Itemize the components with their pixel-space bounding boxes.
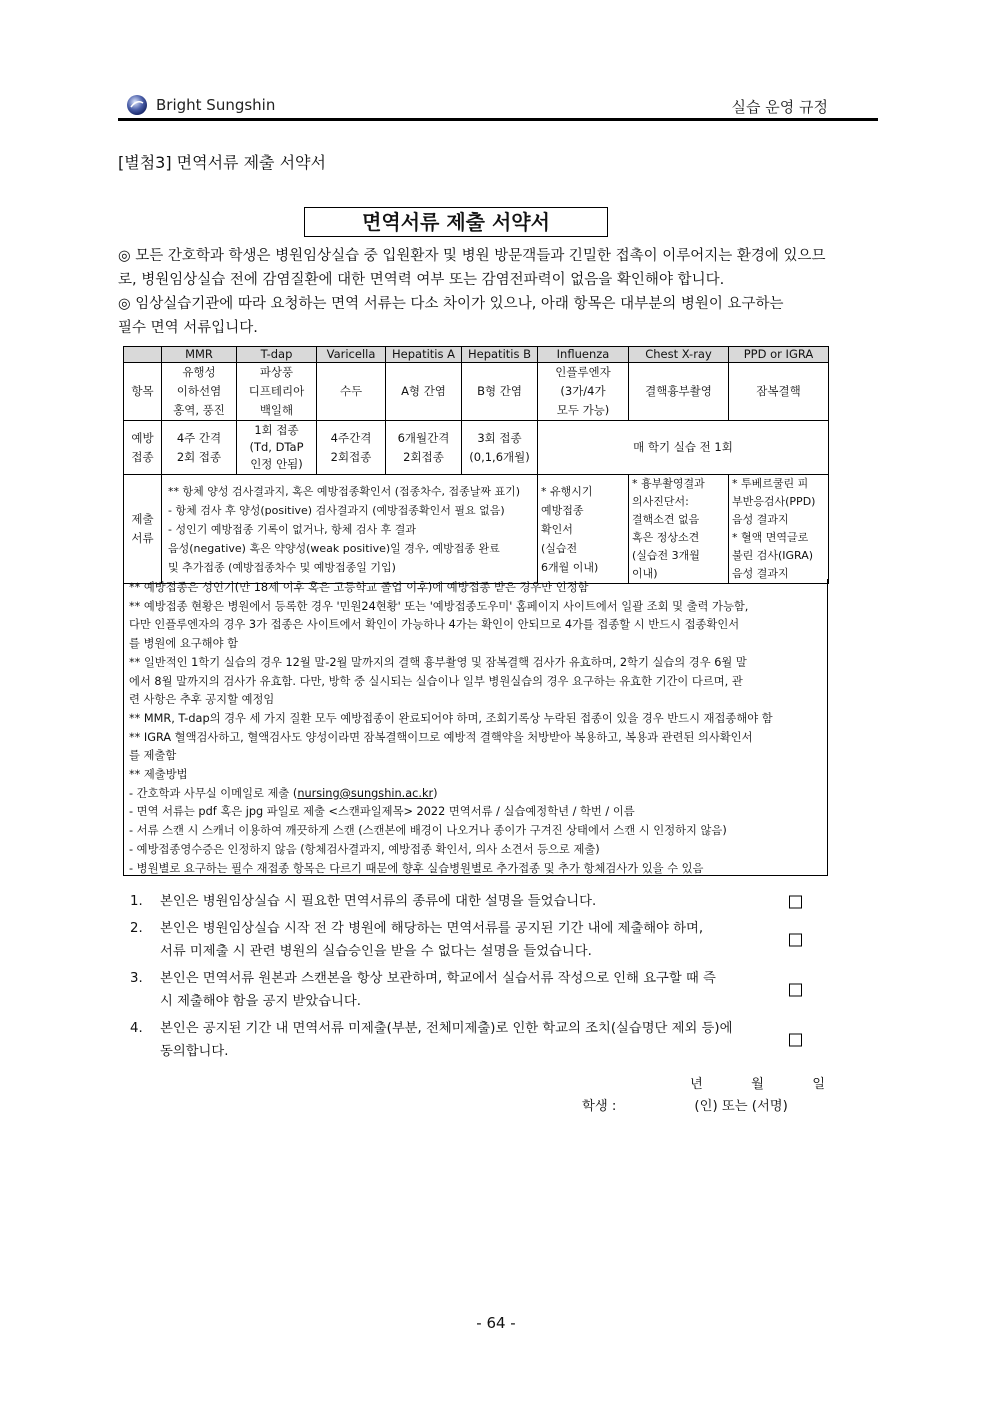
pledge-item-3 bbox=[130, 967, 810, 1013]
cell-line: 불린 검사(IGRA) bbox=[732, 549, 814, 562]
cell-line: 백일해 bbox=[259, 403, 294, 417]
cell-line: 2회접종 bbox=[330, 449, 372, 464]
cell-line: 혹은 정상소견 bbox=[632, 531, 700, 544]
cell-line: 제출 bbox=[131, 512, 154, 526]
appendix-label: [별첨3] 면역서류 제출 서약서 bbox=[118, 153, 326, 172]
header-hepatitis-a: Hepatitis A bbox=[386, 347, 462, 363]
cell-line: 음성 결과지 bbox=[732, 567, 789, 580]
pledge-checkbox[interactable] bbox=[789, 1034, 802, 1047]
header-tdap: T-dap bbox=[237, 347, 317, 363]
cell-documents-main bbox=[162, 475, 538, 584]
signature-label: 학생 : bbox=[582, 1099, 617, 1114]
cell-line: 6개월 이내) bbox=[541, 560, 599, 574]
cell-line: 1회 접종 bbox=[254, 423, 299, 437]
cell-line: (Td, DTaP bbox=[249, 440, 304, 454]
form-title: 면역서류 제출 서약서 bbox=[304, 207, 608, 237]
cell-line: * 혈액 면역글로 bbox=[732, 531, 809, 544]
cell-line: 및 추가접종 (예방접종차수 및 예방접종일 기입) bbox=[168, 560, 396, 574]
sungshin-logo-icon bbox=[126, 94, 148, 116]
cell-line: 4주간격 bbox=[330, 430, 372, 445]
note-line: ** IGRA 혈액검사하고, 혈액검사도 양성이라면 잠복결핵이므로 예방적 결핵약을 처방받아 복용하고, 복용과 관련된 의사확인서 bbox=[129, 730, 753, 744]
cell-line: 이하선염 bbox=[176, 384, 222, 398]
cell-tdap-vacc bbox=[237, 421, 317, 475]
cell-line: (0,1,6개월) bbox=[469, 449, 530, 464]
brand-name: Bright Sungshin bbox=[156, 96, 276, 114]
pledge-text: 시 제출해야 함을 공지 받았습니다. bbox=[160, 994, 361, 1009]
cell-line: (실습전 3개월 bbox=[632, 549, 700, 562]
cell-line: - 항체 검사 후 양성(positive) 검사결과지 (예방접종확인서 필요 없음) bbox=[168, 503, 505, 517]
cell-line: 2회접종 bbox=[403, 449, 444, 464]
pledge-text: 동의합니다. bbox=[160, 1044, 229, 1059]
cell-line: (3가/4가 bbox=[560, 384, 606, 398]
submit-email-suffix: ) bbox=[433, 786, 438, 800]
cell-line: * 흉부촬영결과 bbox=[632, 477, 705, 490]
cell-line: 6개월간격 bbox=[397, 430, 450, 445]
pledge-text: 본인은 병원임상실습 시 필요한 면역서류의 종류에 대한 설명을 들었습니다. bbox=[160, 894, 597, 909]
note-line: 련 사항은 추후 공지할 예정임 bbox=[129, 693, 275, 707]
immunization-table bbox=[123, 346, 829, 584]
cell-line: 모두 가능) bbox=[556, 403, 610, 417]
cell-igra-docs bbox=[729, 475, 829, 584]
pledge-checkbox[interactable] bbox=[789, 984, 802, 997]
header-varicella: Varicella bbox=[317, 347, 386, 363]
table-row-documents bbox=[124, 475, 829, 584]
header-hepatitis-b: Hepatitis B bbox=[462, 347, 538, 363]
submit-line: - 면역 서류는 pdf 혹은 jpg 파일로 제출 <스캔파일제목> 2022 면역서류 / 실습예정학년 / 학번 / 이름 bbox=[129, 805, 635, 819]
cell-igra-item: 잠복결핵 bbox=[729, 363, 829, 421]
signature-hint: (인) 또는 (서명) bbox=[694, 1099, 788, 1114]
pledge-number: 2. bbox=[130, 921, 143, 936]
table-row-vaccination bbox=[124, 421, 829, 475]
submit-line: - 예방접종영수증은 인정하지 않음 (항체검사결과지, 예방접종 확인서, 의사 소견서 등으로 제출) bbox=[129, 842, 600, 856]
pledge-item-1 bbox=[130, 890, 810, 913]
pledge-number: 4. bbox=[130, 1021, 143, 1036]
cell-line: * 투베르쿨린 피 bbox=[732, 477, 809, 490]
cell-line: 홍역, 풍진 bbox=[173, 403, 225, 417]
cell-line: ** 항체 양성 검사결과지, 혹은 예방접종확인서 (접종차수, 접종날짜 표기) bbox=[168, 484, 521, 498]
signature-row bbox=[582, 1095, 788, 1114]
cell-line: 인정 안됨) bbox=[250, 457, 303, 471]
cell-line: 유행성 bbox=[182, 365, 216, 379]
cell-line: 서류 bbox=[131, 531, 154, 545]
cell-varicella-vacc bbox=[317, 421, 386, 475]
cell-influenza-docs bbox=[538, 475, 629, 584]
pledge-text: 서류 미제출 시 관련 병원의 실습승인을 받을 수 없다는 설명을 들었습니다. bbox=[160, 944, 592, 959]
cell-hepb-item: B형 간염 bbox=[462, 363, 538, 421]
table-row-items bbox=[124, 363, 829, 421]
row-label-items: 항목 bbox=[124, 363, 162, 421]
page-header bbox=[118, 92, 878, 118]
pledge-item-2 bbox=[130, 917, 810, 963]
cell-hepa-item: A형 간염 bbox=[386, 363, 462, 421]
submit-line: - 병원별로 요구하는 필수 재접종 항목은 다르기 때문에 향후 실습병원별로 추가접종 및 추가 항체검사가 있을 수 있음 bbox=[129, 861, 704, 875]
cell-every-semester: 매 학기 실습 전 1회 bbox=[538, 421, 829, 475]
cell-line: 인플루엔자 bbox=[555, 365, 611, 379]
header-influenza: Influenza bbox=[538, 347, 629, 363]
intro-paragraph-2 bbox=[118, 292, 876, 340]
cell-line: 음성(negative) 혹은 약양성(weak positive)일 경우, 예방접종 완료 bbox=[168, 541, 500, 555]
notes-box bbox=[123, 579, 828, 876]
date-day[interactable]: 일 bbox=[812, 1077, 826, 1092]
note-line: ** 예방접종 현황은 병원에서 등록한 경우 '민원24현황' 또는 '예방접종도우미' 홈페이지 사이트에서 일괄 조회 및 출력 가능함, bbox=[129, 599, 749, 613]
pledge-number: 1. bbox=[130, 894, 143, 909]
cell-line: 확인서 bbox=[541, 522, 573, 536]
cell-tdap-item bbox=[237, 363, 317, 421]
cell-varicella-item: 수두 bbox=[317, 363, 386, 421]
note-line: ** 예방접종은 성인기(만 18세 이후 혹은 고등학교 졸업 이후)에 예방접종 받은 경우만 인정함 bbox=[129, 581, 589, 594]
page-number: - 64 - bbox=[476, 1314, 516, 1332]
pledge-number: 3. bbox=[130, 971, 143, 986]
cell-line: 예방접종 bbox=[541, 503, 584, 517]
pledge-checkbox[interactable] bbox=[789, 895, 802, 908]
pledge-text: 본인은 면역서류 원본과 스캔본을 항상 보관하며, 학교에서 실습서류 작성으로 인해 요구할 때 즉 bbox=[160, 971, 716, 986]
cell-line: * 유행시기 bbox=[541, 484, 593, 498]
cell-line: 3회 접종 bbox=[477, 430, 522, 445]
pledge-text: 본인은 공지된 기간 내 면역서류 미제출(부분, 전체미제출)로 인한 학교의 조치(실습명단 제외 등)에 bbox=[160, 1021, 733, 1036]
pledge-list bbox=[130, 890, 810, 1066]
cell-line: 예방 bbox=[131, 430, 154, 445]
submit-email-prefix: - 간호학과 사무실 이메일로 제출 ( bbox=[129, 786, 298, 800]
cell-line: (실습전 bbox=[541, 541, 578, 555]
pledge-checkbox[interactable] bbox=[789, 934, 802, 947]
cell-hepb-vacc bbox=[462, 421, 538, 475]
cell-line: 파상풍 bbox=[259, 365, 294, 379]
email-link[interactable]: nursing@sungshin.ac.kr bbox=[297, 786, 434, 800]
submit-line: - 서류 스캔 시 스캐너 이용하여 깨끗하게 스캔 (스캔본에 배경이 나오거나 종이가 구겨진 상태에서 스캔 시 인정하지 않음) bbox=[129, 824, 727, 838]
intro-line: ◎ 임상실습기관에 따라 요청하는 면역 서류는 다소 차이가 있으나, 아래 항목은 대부분의 병원이 요구하는 bbox=[118, 296, 784, 312]
intro-line: 필수 면역 서류입니다. bbox=[118, 320, 258, 336]
note-line: 를 병원에 요구해야 함 bbox=[129, 637, 238, 651]
pledge-item-4 bbox=[130, 1017, 810, 1063]
note-line: 다만 인플루엔자의 경우 3가 접종은 사이트에서 확인이 가능하나 4가는 확인이 안되므로 4가를 접종할 시 반드시 접종확인서 bbox=[129, 618, 740, 632]
cell-line: 부반응검사(PPD) bbox=[732, 495, 816, 508]
cell-line: 음성 결과지 bbox=[732, 513, 789, 526]
intro-line: 로, 병원임상실습 전에 감염질환에 대한 면역력 여부 또는 감염전파력이 없음을 확인해야 합니다. bbox=[118, 272, 725, 288]
note-line: ** MMR, T-dap의 경우 세 가지 질환 모두 예방접종이 완료되어야 하며, 조회기록상 누락된 접종이 있을 경우 반드시 재접종해야 함 bbox=[129, 711, 773, 725]
intro-line: ◎ 모든 간호학과 학생은 병원임상실습 중 입원환자 및 병원 방문객들과 긴밀한 접촉이 이루어지는 환경에 있으므 bbox=[118, 248, 826, 264]
cell-influenza-item bbox=[538, 363, 629, 421]
row-label-documents bbox=[124, 475, 162, 584]
cell-xray-item: 결핵흉부촬영 bbox=[629, 363, 729, 421]
cell-hepa-vacc bbox=[386, 421, 462, 475]
cell-line: 접종 bbox=[131, 449, 154, 464]
cell-line: 의사진단서: bbox=[632, 495, 689, 508]
submit-email-line bbox=[129, 785, 822, 804]
cell-mmr-vacc bbox=[162, 421, 237, 475]
pledge-text: 본인은 병원임상실습 시작 전 각 병원에 해당하는 면역서류를 공지된 기간 내에 제출해야 하며, bbox=[160, 921, 704, 936]
header-rule bbox=[118, 118, 878, 121]
intro-paragraph-1 bbox=[118, 244, 876, 292]
cell-line: 결핵소견 없음 bbox=[632, 513, 700, 526]
table-corner bbox=[124, 347, 162, 363]
header-mmr: MMR bbox=[162, 347, 237, 363]
cell-line: - 성인기 예방접종 기록이 없거나, 항체 검사 후 결과 bbox=[168, 522, 416, 536]
row-label-vaccination bbox=[124, 421, 162, 475]
note-line: 를 제출함 bbox=[129, 749, 177, 763]
cell-mmr-item bbox=[162, 363, 237, 421]
note-line: ** 일반적인 1학기 실습의 경우 12월 말-2월 말까지의 결핵 흉부촬영 및 잠복결핵 검사가 유효하며, 2학기 실습의 경우 6월 말 bbox=[129, 655, 747, 669]
date-year[interactable]: 년 bbox=[690, 1077, 703, 1092]
table-header-row bbox=[124, 347, 829, 363]
date-month[interactable]: 월 bbox=[751, 1077, 764, 1092]
date-row bbox=[690, 1073, 825, 1092]
note-line: ** 제출방법 bbox=[129, 768, 188, 782]
document-title: 실습 운영 규정 bbox=[731, 98, 828, 116]
cell-line: 디프테리아 bbox=[248, 384, 305, 398]
header-ppd-igra: PPD or IGRA bbox=[729, 347, 829, 363]
cell-xray-docs bbox=[629, 475, 729, 584]
note-line: 에서 8월 말까지의 검사가 유효함. 다만, 방학 중 실시되는 실습이나 일부 병원실습의 경우 요구하는 유효한 기간이 다르며, 관 bbox=[129, 674, 743, 688]
header-chest-xray: Chest X-ray bbox=[629, 347, 729, 363]
cell-line: 4주 간격 bbox=[176, 430, 222, 445]
cell-line: 이내) bbox=[632, 567, 658, 580]
cell-line: 2회 접종 bbox=[176, 449, 222, 464]
